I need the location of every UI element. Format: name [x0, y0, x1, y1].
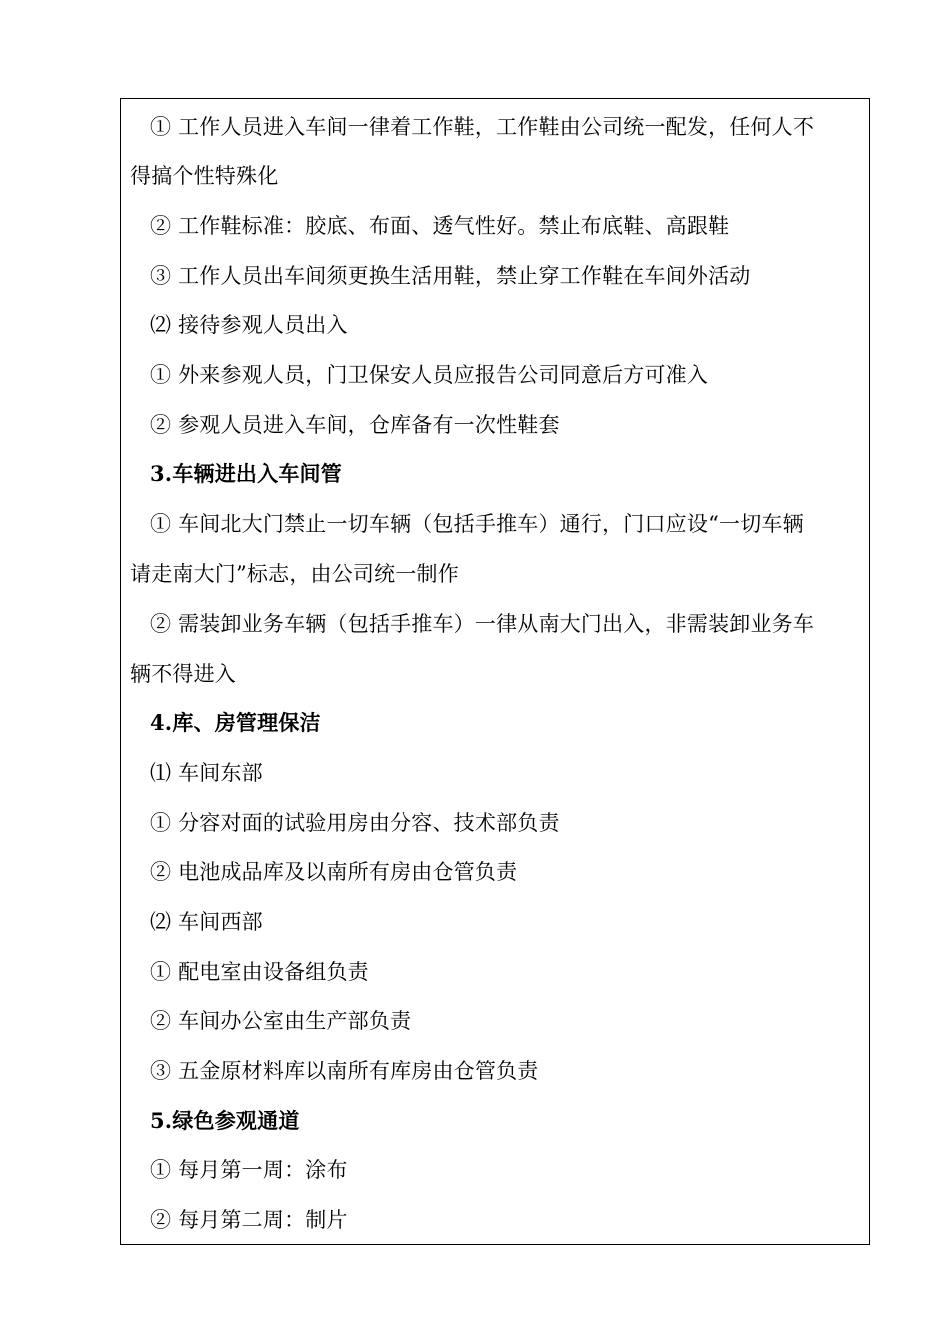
rule-line: ① 车间北大门禁止一切车辆（包括手推车）通行，门口应设“一切车辆 — [150, 512, 804, 536]
rule-line-continuation: 辆不得进入 — [130, 662, 236, 686]
section-heading: 5.绿色参观通道 — [150, 1108, 300, 1133]
rule-line: ② 参观人员进入车间，仓库备有一次性鞋套 — [150, 413, 560, 437]
section-heading: 4.库、房管理保洁 — [150, 710, 321, 735]
rule-line: ③ 工作人员出车间须更换生活用鞋，禁止穿工作鞋在车间外活动 — [150, 264, 751, 288]
rule-line: ② 车间办公室由生产部负责 — [150, 1009, 412, 1033]
rule-line: ① 配电室由设备组负责 — [150, 960, 369, 984]
subsection-heading: ⑴ 车间东部 — [150, 761, 263, 785]
subsection-heading: ⑵ 车间西部 — [150, 910, 263, 934]
subsection-heading: ⑵ 接待参观人员出入 — [150, 313, 348, 337]
rule-line: ③ 五金原材料库以南所有库房由仓管负责 — [150, 1059, 539, 1083]
rule-line-continuation: 请走南大门”标志，由公司统一制作 — [130, 562, 459, 586]
rule-line: ② 需装卸业务车辆（包括手推车）一律从南大门出入，非需装卸业务车 — [150, 612, 815, 636]
section-heading: 3.车辆进出入车间管 — [150, 461, 342, 486]
rule-line: ① 分容对面的试验用房由分容、技术部负责 — [150, 811, 560, 835]
rule-line: ② 电池成品库及以南所有房由仓管负责 — [150, 860, 518, 884]
rule-line-continuation: 得搞个性特殊化 — [130, 164, 279, 188]
schedule-line: ② 每月第二周：制片 — [150, 1208, 348, 1232]
schedule-line: ① 每月第一周：涂布 — [150, 1158, 348, 1182]
rule-line: ② 工作鞋标准：胶底、布面、透气性好。禁止布底鞋、高跟鞋 — [150, 214, 730, 238]
rule-line: ① 外来参观人员，门卫保安人员应报告公司同意后方可准入 — [150, 363, 709, 387]
rule-line: ① 工作人员进入车间一律着工作鞋，工作鞋由公司统一配发，任何人不 — [150, 115, 815, 139]
